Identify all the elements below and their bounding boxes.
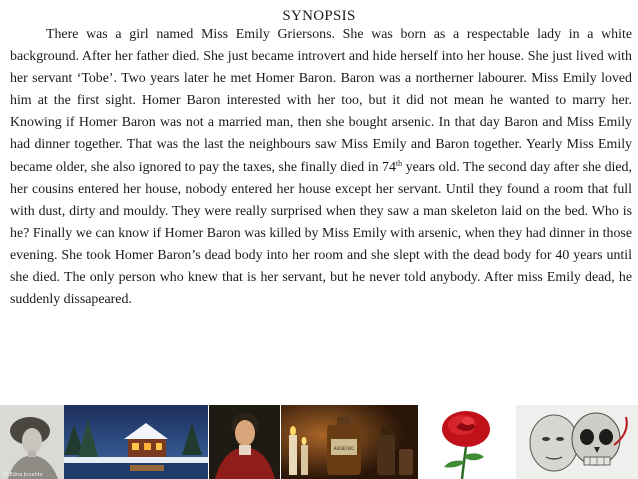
bottle-label: ARSENIC bbox=[333, 447, 355, 452]
ordinal-suffix: th bbox=[395, 158, 403, 168]
red-rose-image bbox=[418, 405, 516, 479]
renaissance-man-portrait bbox=[209, 405, 280, 479]
image-watermark: © Edna Jnnahtx bbox=[3, 472, 43, 478]
face-skull-drawing bbox=[516, 405, 638, 479]
victorian-woman-portrait bbox=[0, 405, 64, 479]
snowy-cabin-image bbox=[64, 405, 208, 479]
synopsis-text-part1: There was a girl named Miss Emily Griersons. She was born as a respectable lady in a white background. After her father died. She just became introvert and hide herself into her house. She just lived with her servant ‘Tobe’. Two years later he met Homer Baron. Baron was a northerner labourer. Miss Emily loved him at the first sight. Homer Baron interested with her too, but it did not mean he wanted to marry her. Knowing if Homer Baron was not a married man, then she bought arsenic. In that day Baron and Miss Emily had dinner together. That was the last the neighbours saw Miss Emily and Baron together. Yearly Miss Emily became older, she also ignored to pay the taxes, she finally died in 74 bbox=[10, 27, 632, 175]
synopsis-paragraph bbox=[10, 24, 632, 311]
page-title: SYNOPSIS bbox=[282, 8, 356, 24]
arsenic-bottle-image bbox=[281, 405, 418, 479]
synopsis-text-part2: years old. The second day after she died, her cousins entered her house, nobody entered her house except her servant. Until they found a room that full with dust, dirty and mouldy. They were really surprised when they saw a man skeleton laid on the bed. Who is he? Finally we can know if Homer Baron was killed by Miss Emily with arsenic, when they had dinner in those evening. She took Homer Baron’s dead body into her room and she slept with the dead body for 40 years until she died. The only person who knew that is her servant, but he never told anybody. After miss Emily dead, he suddenly dissapeared. bbox=[10, 159, 632, 308]
image-strip bbox=[0, 405, 638, 479]
